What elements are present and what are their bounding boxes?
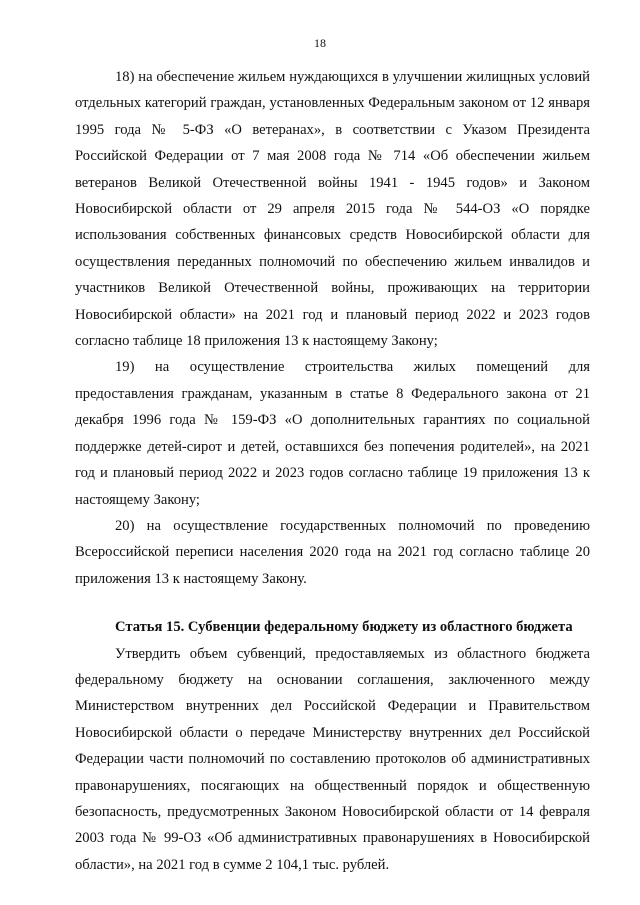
list-item-19: 19) на осуществление строительства жилых помещений для предоставления гражданам, указанным в статье 8 Федерального закона от 21 декабря 1996 года № 159-ФЗ «О дополнительных гарантиях по социальной поддержке детей-сирот и детей, оставшихся без попечения родителей», на 2021 год и плановый период 2022 и 2023 годов согласно таблице 19 приложения 13 к настоящему Закону; — [75, 359, 590, 508]
document-body — [75, 64, 590, 878]
article-heading: Статья 15. Субвенции федеральному бюджету из областного бюджета — [115, 619, 573, 636]
list-item-20: 20) на осуществление государственных полномочий по проведению Всероссийской переписи населения 2020 года на 2021 год согласно таблице 20 приложения 13 к настоящему Закону. — [75, 517, 590, 587]
article-body: Утвердить объем субвенций, предоставляемых из областного бюджета федеральному бюджету на основании соглашения, заключенного между Министерством внутренних дел Российской Федерации и Правительством Новосибирской области о передаче Министерству внутренних дел Российской Федерации части полномочий по составлению протоколов об административных правонарушениях, посягающих на общественный порядок и общественную безопасность, предусмотренных Законом Новосибирской области от 14 февраля 2003 года № 99-ОЗ «Об административных правонарушениях в Новосибирской области», на 2021 год в сумме 2 104,1 тыс. рублей. — [75, 645, 590, 873]
page-number: 18 — [314, 36, 326, 50]
list-item-18: 18) на обеспечение жильем нуждающихся в улучшении жилищных условий отдельных категорий граждан, установленных Федеральным законом от 12 января 1995 года № 5-ФЗ «О ветеранах», в соответствии с Указом Президента Российской Федерации от 7 мая 2008 года № 714 «Об обеспечении жильем ветеранов Великой Отечественной войны 1941 - 1945 годов» и Законом Новосибирской области от 29 апреля 2015 года № 544-ОЗ «О порядке использования собственных финансовых средств Новосибирской области для осуществления переданных полномочий по обеспечению жильем инвалидов и участников Великой Отечественной войны, проживающих на территории Новосибирской области» на 2021 год и плановый период 2022 и 2023 годов согласно таблице 18 приложения 13 к настоящему Закону; — [75, 69, 590, 350]
